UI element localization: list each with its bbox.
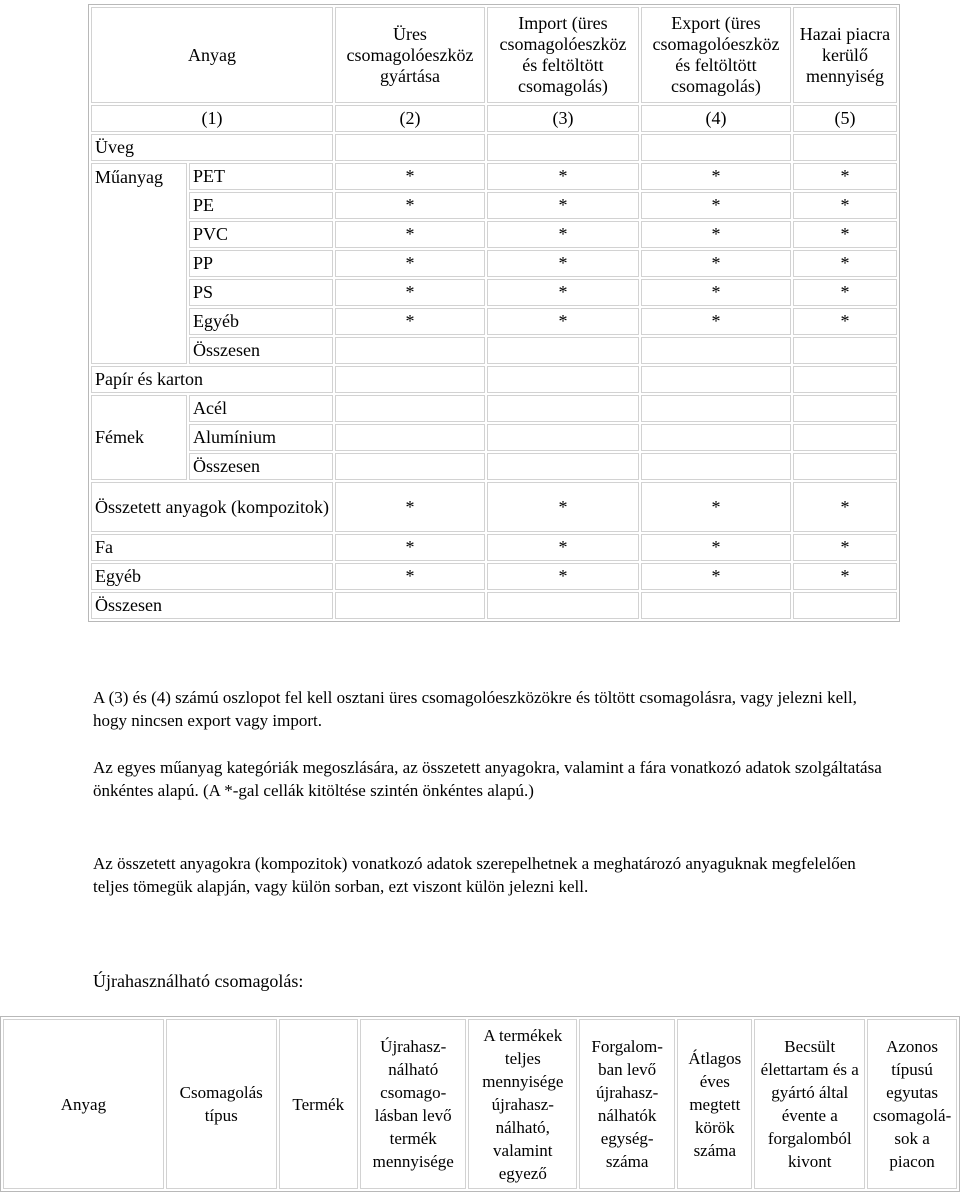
header-domestic: Hazai piacra kerülő mennyiség — [793, 7, 897, 103]
star-cell: * — [487, 221, 639, 248]
star-cell: * — [641, 221, 791, 248]
star-cell: * — [487, 482, 639, 532]
cell — [793, 453, 897, 480]
row-glass — [91, 134, 897, 161]
star-cell: * — [335, 563, 485, 590]
star-cell: * — [487, 250, 639, 277]
header-total-quantity: A termékek teljes mennyisége újrahasz-nálható, valamint egyező — [468, 1019, 577, 1189]
star-cell: * — [487, 279, 639, 306]
cell — [335, 424, 485, 451]
row-label-ps: PS — [189, 279, 333, 306]
cell — [641, 592, 791, 619]
cell — [793, 337, 897, 364]
cell — [641, 453, 791, 480]
row-pe — [91, 192, 897, 219]
note-composites: Az összetett anyagokra (kompozitok) vonatkozó adatok szerepelhetnek a meghatározó anyaguknak megfelelően teljes tömegük alapján, vagy külön sorban, ezt viszont külön jelezni kell. — [93, 854, 856, 896]
star-cell: * — [487, 163, 639, 190]
star-cell: * — [487, 534, 639, 561]
star-cell: * — [641, 563, 791, 590]
star-cell: * — [793, 563, 897, 590]
star-cell: * — [335, 192, 485, 219]
row-label-plastic: Műanyag — [91, 163, 187, 364]
header-product-quantity: Újrahasz-nálható csomago-lásban levő termék mennyisége — [360, 1019, 467, 1189]
cell — [641, 366, 791, 393]
star-cell: * — [335, 534, 485, 561]
cell — [487, 337, 639, 364]
row-metal-subtotal — [91, 453, 897, 480]
cell — [487, 395, 639, 422]
header-material: Anyag — [3, 1019, 164, 1189]
star-cell: * — [641, 308, 791, 335]
star-cell: * — [641, 279, 791, 306]
row-total — [91, 592, 897, 619]
cell — [793, 424, 897, 451]
reusable-packaging-title: Újrahasználható csomagolás: — [93, 971, 304, 991]
star-cell: * — [335, 163, 485, 190]
header-row — [91, 7, 897, 103]
row-label-wood: Fa — [91, 534, 333, 561]
row-label-composite: Összetett anyagok (kompozitok) — [91, 482, 333, 532]
row-label-paper: Papír és karton — [91, 366, 333, 393]
cell — [487, 134, 639, 161]
star-cell: * — [335, 250, 485, 277]
header-export: Export (üres csomagolóeszköz és feltöltött csomagolás) — [641, 7, 791, 103]
star-cell: * — [641, 163, 791, 190]
cell — [641, 134, 791, 161]
row-other — [91, 563, 897, 590]
row-label-other: Egyéb — [91, 563, 333, 590]
star-cell: * — [793, 250, 897, 277]
cell — [335, 592, 485, 619]
header-material: Anyag — [91, 7, 333, 103]
row-composite — [91, 482, 897, 532]
cell — [335, 337, 485, 364]
star-cell: * — [335, 279, 485, 306]
note-voluntary: Az egyes műanyag kategóriák megoszlására, az összetett anyagokra, valamint a fára vonatkozó adatok szolgáltatása önkéntes alapú. (A *-gal cellák kitöltése szintén önkéntes alapú.) — [93, 758, 882, 800]
header-production: Üres csomagolóeszköz gyártása — [335, 7, 485, 103]
cell — [335, 453, 485, 480]
header-lifetime: Becsült élettartam és a gyártó által évente a forgalomból kivont — [754, 1019, 865, 1189]
row-label-pe: PE — [189, 192, 333, 219]
star-cell: * — [793, 534, 897, 561]
star-cell: * — [487, 308, 639, 335]
row-label-total: Összesen — [91, 592, 333, 619]
star-cell: * — [335, 482, 485, 532]
row-steel — [91, 395, 897, 422]
star-cell: * — [335, 221, 485, 248]
cell — [487, 424, 639, 451]
cell — [793, 592, 897, 619]
header-product: Termék — [279, 1019, 358, 1189]
cell — [793, 395, 897, 422]
header-annual-rounds: Átlagos éves megtett körök száma — [677, 1019, 752, 1189]
row-label-glass: Üveg — [91, 134, 333, 161]
cell — [793, 366, 897, 393]
row-ps — [91, 279, 897, 306]
row-label-plastic-other: Egyéb — [189, 308, 333, 335]
star-cell: * — [793, 192, 897, 219]
row-label-pet: PET — [189, 163, 333, 190]
row-pet — [91, 163, 897, 190]
cell — [335, 134, 485, 161]
star-cell: * — [793, 221, 897, 248]
cell — [793, 134, 897, 161]
row-aluminium — [91, 424, 897, 451]
star-cell: * — [641, 250, 791, 277]
row-plastic-other — [91, 308, 897, 335]
star-cell: * — [641, 534, 791, 561]
note-columns: A (3) és (4) számú oszlopot fel kell osztani üres csomagolóeszközökre és töltött csomagolásra, vagy jelezni kell, hogy nincsen export vagy import. — [93, 688, 857, 730]
star-cell: * — [641, 192, 791, 219]
cell — [487, 592, 639, 619]
star-cell: * — [793, 279, 897, 306]
row-label-aluminium: Alumínium — [189, 424, 333, 451]
row-label-pp: PP — [189, 250, 333, 277]
row-pp — [91, 250, 897, 277]
cell — [335, 395, 485, 422]
cell — [335, 366, 485, 393]
star-cell: * — [641, 482, 791, 532]
star-cell: * — [793, 308, 897, 335]
col-number-1: (1) — [91, 105, 333, 132]
col-number-5: (5) — [793, 105, 897, 132]
header-single-use-equivalents: Azonos típusú egyutas csomagolá-sok a piacon — [867, 1019, 957, 1189]
cell — [487, 366, 639, 393]
col-number-3: (3) — [487, 105, 639, 132]
row-label-pvc: PVC — [189, 221, 333, 248]
col-number-4: (4) — [641, 105, 791, 132]
row-label-steel: Acél — [189, 395, 333, 422]
row-pvc — [91, 221, 897, 248]
star-cell: * — [793, 163, 897, 190]
star-cell: * — [487, 192, 639, 219]
reusable-packaging-table — [0, 1016, 960, 1192]
col-number-2: (2) — [335, 105, 485, 132]
star-cell: * — [487, 563, 639, 590]
header-import: Import (üres csomagolóeszköz és feltöltött csomagolás) — [487, 7, 639, 103]
star-cell: * — [793, 482, 897, 532]
row-label-plastic-subtotal: Összesen — [189, 337, 333, 364]
packaging-data-table — [88, 4, 900, 622]
cell — [641, 424, 791, 451]
cell — [487, 453, 639, 480]
header-units-in-circulation: Forgalom-ban levő újrahasz-nálhatók egység-száma — [579, 1019, 675, 1189]
row-label-metal-subtotal: Összesen — [189, 453, 333, 480]
header-packaging-type: Csomagolás típus — [166, 1019, 277, 1189]
column-number-row — [91, 105, 897, 132]
row-wood — [91, 534, 897, 561]
row-label-metals: Fémek — [91, 395, 187, 480]
star-cell: * — [335, 308, 485, 335]
cell — [641, 337, 791, 364]
header-row — [3, 1019, 957, 1189]
row-paper — [91, 366, 897, 393]
cell — [641, 395, 791, 422]
row-plastic-subtotal — [91, 337, 897, 364]
